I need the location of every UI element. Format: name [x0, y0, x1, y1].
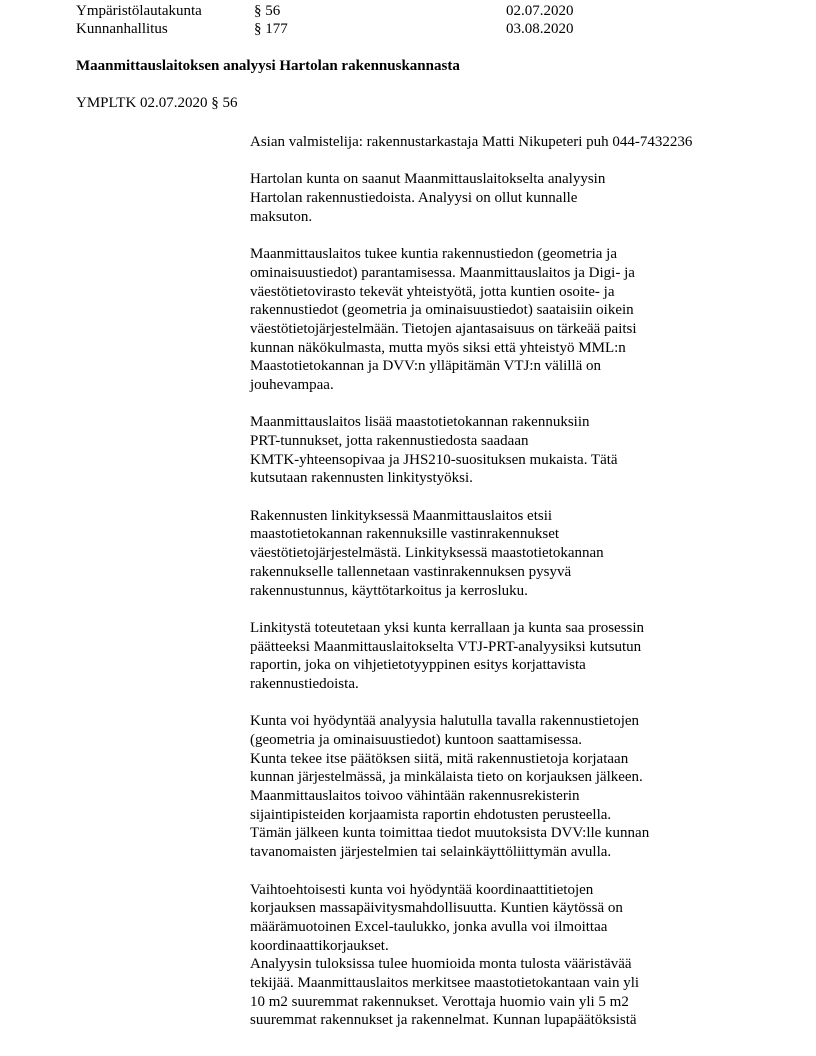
text-line: päätteeksi Maanmittauslaitokselta VTJ-PRT-analyysiksi kutsutun [250, 638, 642, 655]
paragraph [250, 619, 750, 694]
text-line: Kunta voi hyödyntää analyysia halutulla tavalla rakennustietojen [250, 713, 640, 730]
text-line: Maastotietokannan ja DVV:n ylläpitämän VTJ:n välillä on [250, 358, 602, 375]
text-line: Analyysin tuloksissa tulee huomioida monta tulosta vääristävää [250, 956, 632, 973]
document-body [250, 133, 750, 1049]
text-line: Rakennusten linkityksessä Maanmittauslaitos etsii [250, 507, 553, 524]
meeting-reference: YMPLTK 02.07.2020 § 56 [76, 95, 238, 111]
paragraph [250, 881, 750, 1031]
text-line: Linkitystä toteutetaan yksi kunta kerrallaan ja kunta saa prosessin [250, 619, 645, 636]
paragraph [250, 245, 750, 395]
text-line: sijaintipisteiden korjaamista raportin ehdotusten perusteella. [250, 806, 612, 823]
text-line: suuremmat rakennukset ja rakennelmat. Kunnan lupapäätöksistä [250, 1012, 637, 1029]
text-line: Tämän jälkeen kunta toimittaa tiedot muutoksista DVV:lle kunnan [250, 825, 650, 842]
meeting-row [76, 20, 776, 39]
text-line: raportin, joka on vihjetietotyyppinen esitys korjattavista [250, 657, 586, 674]
meeting-body: Ympäristölautakunta [76, 3, 202, 19]
text-line: Maanmittauslaitos tukee kuntia rakennustiedon (geometria ja [250, 246, 617, 263]
text-line: rakennustiedot (geometria ja ominaisuustiedot) saataisiin oikein [250, 302, 634, 319]
text-line: PRT-tunnukset, jotta rakennustiedosta saadaan [250, 433, 529, 449]
text-line: ominaisuustiedot) parantamisessa. Maanmittauslaitos ja Digi- ja [250, 264, 635, 281]
meeting-row [76, 2, 776, 21]
text-line: Vaihtoehtoisesti kunta voi hyödyntää koordinaattitietojen [250, 881, 594, 898]
text-line: KMTK-yhteensopivaa ja JHS210-suosituksen mukaista. Tätä [250, 451, 618, 468]
meeting-section: § 177 [254, 21, 288, 37]
text-line: (geometria ja ominaisuustiedot) kuntoon saattamisessa. [250, 732, 583, 748]
text-line: maksuton. [250, 208, 313, 225]
paragraph [250, 133, 750, 152]
text-line: kunnan näkökulmasta, mutta myös siksi että yhteistyö MML:n [250, 339, 626, 356]
text-line: tavanomaisten järjestelmien tai selainkäyttöliittymän avulla. [250, 844, 612, 861]
text-line: korjauksen massapäivitysmahdollisuutta. Kuntien käytössä on [250, 900, 623, 917]
text-line: tekijää. Maanmittauslaitos merkitsee maastotietokantaan vain yli [250, 974, 640, 991]
paragraph [250, 507, 750, 600]
text-line: rakennustunnus, käyttötarkoitus ja kerrosluku. [250, 582, 528, 599]
document-title: Maanmittauslaitoksen analyysi Hartolan rakennuskannasta [76, 58, 460, 74]
text-line: Maanmittauslaitos toivoo vähintään rakennusrekisterin [250, 788, 580, 805]
paragraph [250, 170, 750, 226]
paragraph [250, 413, 750, 488]
text-line: Asian valmistelija: rakennustarkastaja Matti Nikupeteri puh 044-7432236 [250, 134, 693, 150]
text-line: rakennustiedoista. [250, 675, 359, 692]
text-line: rakennukselle tallennetaan vastinrakennuksen pysyvä [250, 563, 572, 580]
text-line: väestötietojärjestelmään. Tietojen ajantasaisuus on tärkeää paitsi [250, 320, 637, 337]
meeting-date: 03.08.2020 [506, 21, 574, 37]
text-line: jouhevampaa. [250, 376, 334, 393]
text-line: maastotietokannan rakennuksille vastinrakennukset [250, 526, 560, 543]
meeting-body: Kunnanhallitus [76, 21, 168, 37]
meeting-section: § 56 [254, 3, 281, 19]
text-line: Maanmittauslaitos lisää maastotietokannan rakennuksiin [250, 414, 590, 431]
text-line: kutsutaan rakennusten linkitystyöksi. [250, 470, 473, 487]
text-line: 10 m2 suuremmat rakennukset. Verottaja huomio vain yli 5 m2 [250, 993, 629, 1010]
text-line: Hartolan rakennustiedoista. Analyysi on ollut kunnalle [250, 190, 578, 207]
text-line: kunnan järjestelmässä, ja minkälaista tieto on korjauksen jälkeen. [250, 769, 643, 786]
text-line: määrämuotoinen Excel-taulukko, jonka avulla voi ilmoittaa [250, 918, 608, 935]
text-line: koordinaattikorjaukset. [250, 937, 389, 954]
text-line: Kunta tekee itse päätöksen siitä, mitä rakennustietoja korjataan [250, 750, 629, 767]
meeting-date: 02.07.2020 [506, 3, 574, 19]
paragraph [250, 712, 750, 862]
text-line: Hartolan kunta on saanut Maanmittauslaitokselta analyysin [250, 171, 606, 188]
text-line: väestötietojärjestelmästä. Linkityksessä maastotietokannan [250, 545, 604, 562]
text-line: väestötietovirasto tekevät yhteistyötä, jotta kuntien osoite- ja [250, 283, 615, 300]
